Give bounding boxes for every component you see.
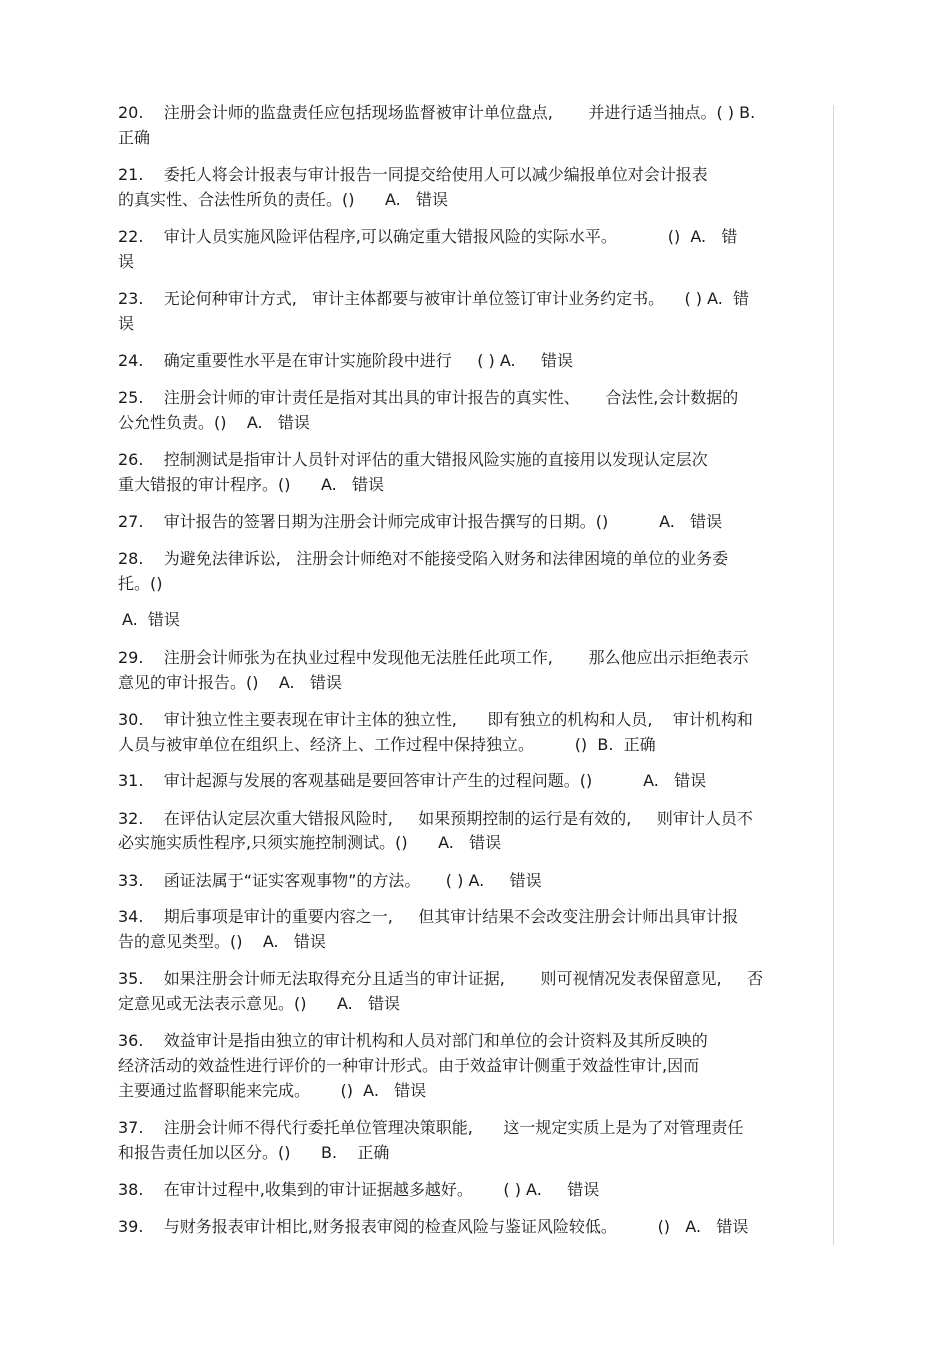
question-38-line-1: 38. 在审计过程中,收集到的审计证据越多越好。 ( ) A. 错误 [118, 1180, 600, 1199]
question-36-line-1: 36. 效益审计是指由独立的审计机构和人员对部门和单位的会计资料及其所反映的 [118, 1031, 708, 1050]
question-28-line-2: 托。() [118, 574, 163, 593]
question-37-line-1: 37. 注册会计师不得代行委托单位管理决策职能, 这一规定实质上是为了对管理责任 [118, 1118, 744, 1137]
question-35-line-1: 35. 如果注册会计师无法取得充分且适当的审计证据, 则可视情况发表保留意见, 否 [118, 969, 763, 988]
question-29-line-1: 29. 注册会计师张为在执业过程中发现他无法胜任此项工作, 那么他应出示拒绝表示 [118, 648, 749, 667]
question-28-line-1: 28. 为避免法律诉讼, 注册会计师绝对不能接受陷入财务和法律困境的单位的业务委 [118, 549, 729, 568]
question-24-line-1: 24. 确定重要性水平是在审计实施阶段中进行 ( ) A. 错误 [118, 351, 574, 370]
question-20-line-1: 20. 注册会计师的监盘责任应包括现场监督被审计单位盘点, 并进行适当抽点。( ) B. [118, 103, 756, 122]
question-30-line-2: 人员与被审单位在组织上、经济上、工作过程中保持独立。 () B. 正确 [118, 735, 656, 754]
question-28-answer: A. 错误 [122, 610, 180, 629]
question-22-line-2: 误 [118, 252, 135, 271]
question-26-line-1: 26. 控制测试是指审计人员针对评估的重大错报风险实施的直接用以发现认定层次 [118, 450, 708, 469]
question-32-line-1: 32. 在评估认定层次重大错报风险时, 如果预期控制的运行是有效的, 则审计人员不 [118, 809, 753, 828]
question-26-line-2: 重大错报的审计程序。() A. 错误 [118, 475, 385, 494]
question-34-line-1: 34. 期后事项是审计的重要内容之一, 但其审计结果不会改变注册会计师出具审计报 [118, 907, 739, 926]
question-27-line-1: 27. 审计报告的签署日期为注册会计师完成审计报告撰写的日期。() A. 错误 [118, 512, 723, 531]
question-23-line-1: 23. 无论何种审计方式, 审计主体都要与被审计单位签订审计业务约定书。 ( ) A. 错 [118, 289, 750, 308]
question-34-line-2: 告的意见类型。() A. 错误 [118, 932, 326, 951]
question-39-line-1: 39. 与财务报表审计相比,财务报表审阅的检查风险与鉴证风险较低。 () A. 错误 [118, 1217, 749, 1236]
question-20-line-2: 正确 [118, 128, 151, 147]
question-33-line-1: 33. 函证法属于“证实客观事物”的方法。 ( ) A. 错误 [118, 871, 542, 890]
question-29-line-2: 意见的审计报告。() A. 错误 [118, 673, 342, 692]
question-22-line-1: 22. 审计人员实施风险评估程序,可以确定重大错报风险的实际水平。 () A. 错 [118, 227, 738, 246]
question-21-line-1: 21. 委托人将会计报表与审计报告一同提交给使用人可以减少编报单位对会计报表 [118, 165, 708, 184]
question-37-line-2: 和报告责任加以区分。() B. 正确 [118, 1143, 390, 1162]
question-32-line-2: 必实施实质性程序,只须实施控制测试。() A. 错误 [118, 833, 502, 852]
question-36-line-2: 经济活动的效益性进行评价的一种审计形式。由于效益审计侧重于效益性审计,因而 [118, 1056, 700, 1075]
question-23-line-2: 误 [118, 314, 135, 333]
question-36-line-3: 主要通过监督职能来完成。 () A. 错误 [118, 1081, 427, 1100]
question-25-line-2: 公允性负责。() A. 错误 [118, 413, 310, 432]
question-31-line-1: 31. 审计起源与发展的客观基础是要回答审计产生的过程问题。() A. 错误 [118, 771, 707, 790]
question-25-line-1: 25. 注册会计师的审计责任是指对其出具的审计报告的真实性、 合法性,会计数据的 [118, 388, 739, 407]
question-30-line-1: 30. 审计独立性主要表现在审计主体的独立性, 即有独立的机构和人员, 审计机构和 [118, 710, 753, 729]
question-35-line-2: 定意见或无法表示意见。() A. 错误 [118, 994, 401, 1013]
question-21-line-2: 的真实性、合法性所负的责任。() A. 错误 [118, 190, 449, 209]
